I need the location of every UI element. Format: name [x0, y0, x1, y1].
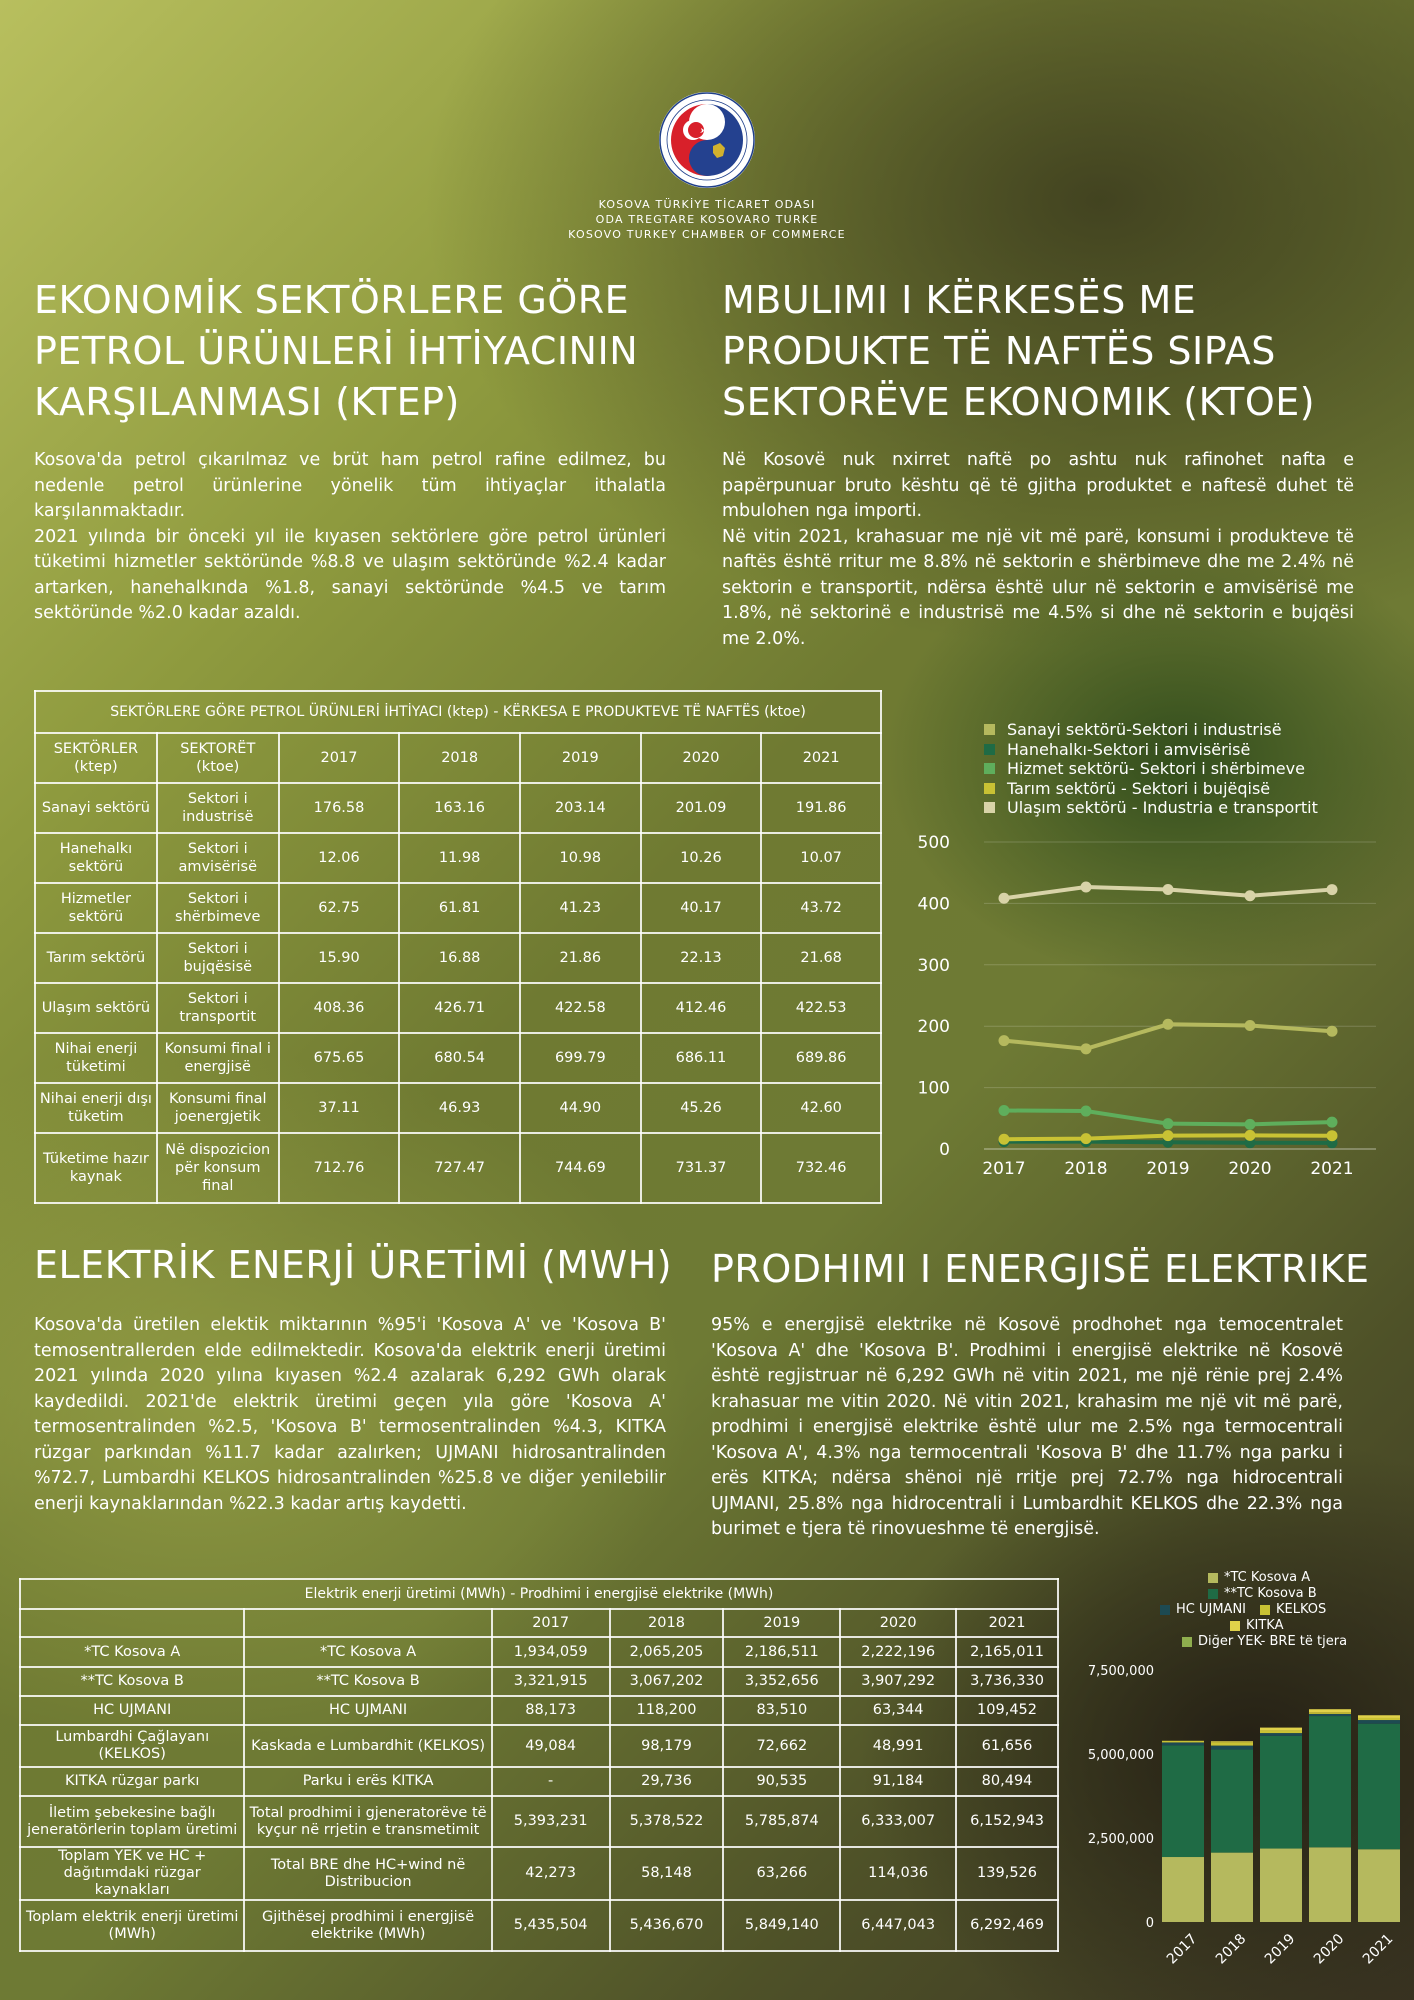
table-row-label: Hizmetler sektörü	[35, 883, 157, 933]
table-cell: 29,736	[610, 1767, 724, 1796]
legend-swatch	[1160, 1605, 1170, 1615]
legend-row	[1160, 1634, 1400, 1650]
table-row-label: KITKA rüzgar parkı	[20, 1767, 244, 1796]
section2-paragraph-tr	[34, 1313, 666, 1517]
data-point	[1245, 1119, 1256, 1130]
table-cell: 5,393,231	[492, 1796, 610, 1847]
table-cell: 731.37	[641, 1133, 762, 1203]
table-row-label: Sektori i shërbimeve	[157, 883, 279, 933]
x-tick-label: 2020	[1228, 1159, 1272, 1179]
bar-segment	[1358, 1720, 1400, 1724]
table-row	[35, 933, 881, 983]
table-row	[20, 1847, 1058, 1900]
table-header-row	[20, 1609, 1058, 1637]
legend-item	[984, 798, 1318, 818]
table-row-label: İletim şebekesine bağlı jeneratörlerin toplam üretimi	[20, 1796, 244, 1847]
legend-item	[984, 779, 1318, 799]
paragraph-text: 2021 yılında bir önceki yıl ile kıyasen sektörlere göre petrol ürünleri tüketimi hizmetler sektöründe %8.8 ve ulaşım sektöründe %2.4 kadar artarken, hanehalkında %1.8, sanayi sektöründe %4.5 ve tarım sektöründe %2.0 kadar azaldı.	[34, 526, 666, 623]
y-tick-label: 2,500,000	[1087, 1832, 1154, 1847]
table-cell: 422.53	[761, 983, 881, 1033]
legend-row	[1160, 1618, 1400, 1634]
data-point	[1163, 1130, 1174, 1141]
legend-swatch	[1208, 1589, 1218, 1599]
table-row	[35, 783, 881, 833]
legend-item	[984, 720, 1318, 740]
bar-segment	[1211, 1741, 1253, 1742]
table-cell: 139,526	[956, 1847, 1058, 1900]
table-cell: 2,186,511	[723, 1637, 840, 1667]
table-row-label: Parku i erës KITKA	[244, 1767, 491, 1796]
section1-title-tr	[34, 275, 694, 428]
table-row-label: Lumbardhi Çağlayanı (KELKOS)	[20, 1725, 244, 1767]
y-tick-label: 400	[917, 894, 950, 915]
data-point	[1081, 1133, 1092, 1144]
table-cell: 5,849,140	[723, 1900, 840, 1951]
table-row-label: Total prodhimi i gjeneratorëve të kyçur në rrjetin e transmetimit	[244, 1796, 491, 1847]
legend-label: Hanehalkı-Sektori i amvisërisë	[1007, 739, 1251, 759]
table-row-label: **TC Kosova B	[20, 1667, 244, 1696]
y-tick-label: 500	[917, 833, 950, 853]
table-row-label: Kaskada e Lumbardhit (KELKOS)	[244, 1725, 491, 1767]
table-row-label: HC UJMANI	[244, 1696, 491, 1725]
org-name-en: KOSOVO TURKEY CHAMBER OF COMMERCE	[568, 228, 846, 241]
table-row-label: Total BRE dhe HC+wind në Distribucion	[244, 1847, 491, 1900]
table-row	[20, 1767, 1058, 1796]
chamber-logo-emblem	[657, 90, 757, 190]
table-header-cell: 2021	[956, 1609, 1058, 1637]
table-cell: -	[492, 1767, 610, 1796]
bar-segment	[1211, 1746, 1253, 1750]
table-cell: 3,321,915	[492, 1667, 610, 1696]
chamber-logo	[657, 90, 757, 190]
legend-label: Tarım sektörü - Sektori i bujëqisë	[1007, 778, 1271, 798]
bar-segment	[1309, 1709, 1351, 1712]
electricity-bar-chart	[1070, 1660, 1400, 1980]
table-cell: 90,535	[723, 1767, 840, 1796]
table-cell: 426.71	[399, 983, 520, 1033]
table-cell: 10.07	[761, 833, 881, 883]
table-cell: 191.86	[761, 783, 881, 833]
data-point	[1163, 884, 1174, 895]
table-cell: 727.47	[399, 1133, 520, 1203]
table-cell: 41.23	[520, 883, 641, 933]
bar-segment	[1162, 1857, 1204, 1922]
legend-label: Diğer YEK- BRE të tjera	[1198, 1634, 1348, 1649]
org-name-sq: ODA TREGTARE KOSOVARO TURKE	[595, 213, 819, 226]
section2-paragraph-sq	[711, 1313, 1343, 1543]
table-cell: 2,065,205	[610, 1637, 724, 1667]
data-point	[1163, 1118, 1174, 1129]
table-row-label: Në dispozicion për konsum final	[157, 1133, 279, 1203]
table-row-label: Toplam elektrik enerji üretimi (MWh)	[20, 1900, 244, 1951]
table-caption: SEKTÖRLERE GÖRE PETROL ÜRÜNLERİ İHTİYACI (ktep) - KËRKESA E PRODUKTEVE TË NAFTËS (ktoe)	[35, 691, 881, 733]
data-point	[999, 893, 1010, 904]
table-cell: 203.14	[520, 783, 641, 833]
bar-segment	[1309, 1716, 1351, 1847]
table-cell: 43.72	[761, 883, 881, 933]
table-header-cell: 2021	[761, 733, 881, 783]
table-cell: 72,662	[723, 1725, 840, 1767]
table-cell: 176.58	[279, 783, 400, 833]
bar-chart-legend	[1160, 1570, 1400, 1650]
table-cell: 61.81	[399, 883, 520, 933]
table-cell: 44.90	[520, 1083, 641, 1133]
table-cell: 45.26	[641, 1083, 762, 1133]
table-cell: 37.11	[279, 1083, 400, 1133]
table-cell: 201.09	[641, 783, 762, 833]
bar-segment	[1260, 1849, 1302, 1922]
table-header-cell: 2019	[520, 733, 641, 783]
table-cell: 5,436,670	[610, 1900, 724, 1951]
table-cell: 98,179	[610, 1725, 724, 1767]
bar-segment	[1211, 1742, 1253, 1745]
table-cell: 5,785,874	[723, 1796, 840, 1847]
data-point	[1245, 1020, 1256, 1031]
table-cell: 744.69	[520, 1133, 641, 1203]
bar-segment	[1358, 1849, 1400, 1922]
table-row-label: Tarım sektörü	[35, 933, 157, 983]
table-cell: 46.93	[399, 1083, 520, 1133]
table-row	[20, 1725, 1058, 1767]
legend-item	[1260, 1602, 1326, 1618]
table-cell: 6,152,943	[956, 1796, 1058, 1847]
legend-label: Sanayi sektörü-Sektori i industrisë	[1007, 720, 1282, 739]
x-tick-label: 2019	[1146, 1159, 1190, 1179]
y-tick-label: 0	[939, 1140, 950, 1160]
bar-segment	[1358, 1718, 1400, 1720]
bar-segment	[1211, 1750, 1253, 1853]
table-cell: 21.68	[761, 933, 881, 983]
table-row-label: HC UJMANI	[20, 1696, 244, 1725]
table-cell: 699.79	[520, 1033, 641, 1083]
x-tick-label: 2018	[1212, 1930, 1250, 1968]
section1-title-sq	[722, 275, 1382, 428]
table-cell: 412.46	[641, 983, 762, 1033]
table-row-label: Toplam YEK ve HC + dağıtımdaki rüzgar kaynakları	[20, 1847, 244, 1900]
table-cell: 83,510	[723, 1696, 840, 1725]
table-cell: 6,447,043	[840, 1900, 956, 1951]
table-cell: 10.98	[520, 833, 641, 883]
bar-segment	[1260, 1733, 1302, 1736]
table-row	[35, 983, 881, 1033]
table-cell: 62.75	[279, 883, 400, 933]
paragraph-text: 95% e energjisë elektrike në Kosovë prodhohet nga temocentralet 'Kosova A' dhe 'Kosova B'. Prodhimi i energjisë elektrike në Kosovë është regjistruar në 6,292 GWh në vitin 2021, me një rënie prej 2.4% krahasuar me vitin 2020. Në vitin 2021, krahasim me një vit më parë, prodhimi i energjisë elektrike është ulur me 2.5% nga termocentrali 'Kosova A', 4.3% nga termocentrali 'Kosova B' dhe 11.7% nga parku i erës KITKA; ndërsa shënoi një rritje prej 72.7% nga hidrocentrali UJMANI, 25.8% nga hidrocentrali i Lumbardhit KELKOS dhe 22.3% nga burimet e tjera të rinovueshme të energjisë.	[711, 1315, 1343, 1539]
table-cell: 5,435,504	[492, 1900, 610, 1951]
table-cell: 3,736,330	[956, 1667, 1058, 1696]
x-tick-label: 2021	[1310, 1159, 1354, 1179]
legend-swatch	[984, 724, 995, 735]
x-tick-label: 2017	[982, 1159, 1026, 1179]
data-point	[1245, 890, 1256, 901]
table-header-row	[35, 733, 881, 783]
data-point	[1327, 1026, 1338, 1037]
table-row-label: Sektori i amvisërisë	[157, 833, 279, 883]
bar-segment	[1162, 1745, 1204, 1857]
paragraph-text: Kosova'da petrol çıkarılmaz ve brüt ham petrol rafine edilmez, bu nedenle petrol ürünlerine yönelik tüm ihtiyaçlar ithalatla karşılanmaktadır.	[34, 450, 666, 521]
table-cell: 732.46	[761, 1133, 881, 1203]
table-row	[20, 1637, 1058, 1667]
data-point	[999, 1134, 1010, 1145]
table-header-cell: 2018	[399, 733, 520, 783]
legend-item	[1182, 1634, 1347, 1650]
table-row-label: **TC Kosova B	[244, 1667, 491, 1696]
bar-segment	[1162, 1741, 1204, 1743]
table-row-label: Sektori i transportit	[157, 983, 279, 1033]
legend-row	[1160, 1570, 1400, 1586]
table-row-label: Sanayi sektörü	[35, 783, 157, 833]
legend-label: HC UJMANI	[1176, 1602, 1247, 1617]
table-header-cell: SEKTÖRLER (ktep)	[35, 733, 157, 783]
bar-segment	[1309, 1714, 1351, 1716]
x-tick-label: 2018	[1064, 1159, 1108, 1179]
petroleum-line-chart	[900, 820, 1390, 1180]
paragraph-text: Në Kosovë nuk nxirret naftë po ashtu nuk rafinohet nafta e papërpunuar bruto kështu që të gjitha produktet e naftesë duhet të mbulohen nga importi.	[722, 450, 1354, 521]
table-cell: 3,907,292	[840, 1667, 956, 1696]
table-row-label: Tüketime hazır kaynak	[35, 1133, 157, 1203]
table-cell: 686.11	[641, 1033, 762, 1083]
paragraph-text: Në vitin 2021, krahasuar me një vit më parë, konsumi i produkteve të naftës është rritur me 8.8% në sektorin e shërbimeve dhe me 2.4% në sektorin e transportit, ndërsa është ulur në sektorin e amvisërisë me 1.8%, në sektorinë e industrisë me 4.5% si dhe në sektorin e bujqësi me 2.0%.	[722, 526, 1354, 649]
bar-segment	[1358, 1715, 1400, 1718]
table-cell: 16.88	[399, 933, 520, 983]
y-tick-label: 5,000,000	[1087, 1748, 1154, 1763]
table-row-label: Sektori i industrisë	[157, 783, 279, 833]
table-header-cell: 2020	[840, 1609, 956, 1637]
table-caption: Elektrik enerji üretimi (MWh) - Prodhimi i energjisë elektrike (MWh)	[20, 1579, 1058, 1609]
table-cell: 10.26	[641, 833, 762, 883]
data-point	[1081, 1106, 1092, 1117]
legend-item	[1208, 1586, 1317, 1602]
table-row-label: Nihai enerji dışı tüketim	[35, 1083, 157, 1133]
y-tick-label: 300	[917, 955, 950, 976]
table-cell: 12.06	[279, 833, 400, 883]
section1-paragraph-tr	[34, 448, 666, 627]
table-header-cell	[20, 1609, 244, 1637]
table-row	[35, 1133, 881, 1203]
data-point	[1327, 884, 1338, 895]
table-cell: 3,352,656	[723, 1667, 840, 1696]
legend-item	[984, 759, 1318, 779]
table-cell: 6,292,469	[956, 1900, 1058, 1951]
legend-label: Hizmet sektörü- Sektori i shërbimeve	[1007, 759, 1305, 778]
table-row-label: *TC Kosova A	[244, 1637, 491, 1667]
data-point	[1327, 1117, 1338, 1128]
y-tick-label: 200	[917, 1017, 950, 1038]
org-name-tr: KOSOVA TÜRKİYE TİCARET ODASI	[598, 198, 816, 211]
table-cell: 58,148	[610, 1847, 724, 1900]
table-cell: 63,344	[840, 1696, 956, 1725]
legend-swatch	[984, 763, 995, 774]
table-cell: 114,036	[840, 1847, 956, 1900]
legend-item	[1160, 1602, 1246, 1618]
table-cell: 61,656	[956, 1725, 1058, 1767]
table-cell: 163.16	[399, 783, 520, 833]
table-cell: 22.13	[641, 933, 762, 983]
table-cell: 49,084	[492, 1725, 610, 1767]
table-cell: 689.86	[761, 1033, 881, 1083]
legend-row	[1160, 1602, 1400, 1618]
title-line: MBULIMI I KËRKESËS ME	[722, 278, 1197, 322]
data-point	[1081, 1043, 1092, 1054]
section1-paragraph-sq	[722, 448, 1354, 652]
table-cell: 712.76	[279, 1133, 400, 1203]
legend-swatch	[1230, 1621, 1240, 1631]
table-cell: 11.98	[399, 833, 520, 883]
bar-segment	[1260, 1731, 1302, 1733]
x-tick-label: 2017	[1163, 1930, 1201, 1968]
legend-row	[1160, 1586, 1400, 1602]
table-cell: 109,452	[956, 1696, 1058, 1725]
table-row	[20, 1796, 1058, 1847]
petroleum-demand-table	[34, 690, 882, 1204]
table-cell: 88,173	[492, 1696, 610, 1725]
table-cell: 42,273	[492, 1847, 610, 1900]
table-row	[20, 1667, 1058, 1696]
legend-label: KITKA	[1246, 1618, 1284, 1633]
table-row	[35, 833, 881, 883]
data-point	[1163, 1019, 1174, 1030]
electricity-production-table	[19, 1578, 1059, 1952]
title-line: SEKTORËVE EKONOMIK (KTOE)	[722, 380, 1316, 424]
table-header-cell: 2019	[723, 1609, 840, 1637]
table-row-label: Nihai enerji tüketimi	[35, 1033, 157, 1083]
x-tick-label: 2021	[1359, 1930, 1397, 1968]
data-point	[1245, 1130, 1256, 1141]
table-cell: 42.60	[761, 1083, 881, 1133]
title-line: KARŞILANMASI (KTEP)	[34, 380, 460, 424]
section2-title-sq: PRODHIMI I ENERGJISË ELEKTRIKE	[711, 1247, 1370, 1291]
title-line: PRODUKTE TË NAFTËS SIPAS	[722, 329, 1276, 373]
table-row-label: Konsumi final joenergjetik	[157, 1083, 279, 1133]
table-row	[35, 1033, 881, 1083]
table-cell: 48,991	[840, 1725, 956, 1767]
table-row-label: Konsumi final i energjisë	[157, 1033, 279, 1083]
table-header-cell: 2020	[641, 733, 762, 783]
data-point	[1081, 882, 1092, 893]
bar-segment	[1260, 1728, 1302, 1731]
bar-segment	[1358, 1724, 1400, 1850]
table-row-label: *TC Kosova A	[20, 1637, 244, 1667]
legend-label: KELKOS	[1276, 1602, 1327, 1617]
legend-item	[1230, 1618, 1284, 1634]
table-cell: 5,378,522	[610, 1796, 724, 1847]
data-point	[999, 1105, 1010, 1116]
legend-swatch	[984, 744, 995, 755]
data-point	[999, 1035, 1010, 1046]
table-row	[20, 1900, 1058, 1951]
table-row-label: Hanehalkı sektörü	[35, 833, 157, 883]
table-cell: 63,266	[723, 1847, 840, 1900]
table-row	[20, 1696, 1058, 1725]
legend-swatch	[1182, 1637, 1192, 1647]
legend-label: **TC Kosova B	[1224, 1586, 1317, 1601]
table-header-cell: 2017	[492, 1609, 610, 1637]
bar-segment	[1309, 1712, 1351, 1714]
table-cell: 91,184	[840, 1767, 956, 1796]
table-cell: 21.86	[520, 933, 641, 983]
table-cell: 6,333,007	[840, 1796, 956, 1847]
y-tick-label: 0	[1145, 1916, 1154, 1931]
table-cell: 2,165,011	[956, 1637, 1058, 1667]
table-header-cell: SEKTORËT (ktoe)	[157, 733, 279, 783]
table-header-cell: 2017	[279, 733, 400, 783]
legend-item	[1208, 1570, 1310, 1586]
section2-title-tr: ELEKTRİK ENERJİ ÜRETİMİ (MWH)	[34, 1243, 673, 1287]
line-chart-legend	[984, 720, 1318, 818]
title-line: PETROL ÜRÜNLERİ İHTİYACININ	[34, 329, 639, 373]
x-tick-label: 2020	[1310, 1930, 1348, 1968]
table-row-label: Ulaşım sektörü	[35, 983, 157, 1033]
bar-segment	[1309, 1847, 1351, 1922]
table-row-label: Gjithësej prodhimi i energjisë elektrike (MWh)	[244, 1900, 491, 1951]
legend-label: Ulaşım sektörü - Industria e transportit	[1007, 798, 1318, 817]
bar-segment	[1162, 1742, 1204, 1745]
paragraph-text: Kosova'da üretilen elektik miktarının %95'i 'Kosova A' ve 'Kosova B' temosentrallerden elde edilmektedir. Kosova'da elektrik enerji üretimi 2021 yılında 2020 yılına kıyasen %2.4 azalarak 6,292 GWh olarak kaydedildi. 2021'de elektrik üretimi geçen yıla göre 'Kosova A' termosentralinden %2.5, 'Kosova B' termosentralinden %4.3, KITKA rüzgar parkından %11.7 kadar azalırken; UJMANI hidrosantralinden %72.7, Lumbardhi KELKOS hidrosantralinden %25.8 ve diğer yenilebilir enerji kaynaklarından %22.3 kadar artış kaydetti.	[34, 1315, 666, 1514]
table-row	[35, 883, 881, 933]
table-cell: 15.90	[279, 933, 400, 983]
y-tick-label: 7,500,000	[1087, 1664, 1154, 1679]
table-cell: 3,067,202	[610, 1667, 724, 1696]
table-header-cell: 2018	[610, 1609, 724, 1637]
table-cell: 408.36	[279, 983, 400, 1033]
table-cell: 40.17	[641, 883, 762, 933]
bar-segment	[1211, 1853, 1253, 1922]
legend-swatch	[1208, 1573, 1218, 1583]
table-row	[35, 1083, 881, 1133]
y-tick-label: 100	[917, 1078, 950, 1099]
bar-segment	[1260, 1736, 1302, 1849]
legend-item	[984, 740, 1318, 760]
legend-swatch	[984, 802, 995, 813]
table-row-label: Sektori i bujqësisë	[157, 933, 279, 983]
table-cell: 422.58	[520, 983, 641, 1033]
legend-swatch	[984, 783, 995, 794]
data-point	[1327, 1130, 1338, 1141]
legend-swatch	[1260, 1605, 1270, 1615]
title-line: EKONOMİK SEKTÖRLERE GÖRE	[34, 278, 630, 322]
table-cell: 1,934,059	[492, 1637, 610, 1667]
legend-label: *TC Kosova A	[1224, 1570, 1311, 1585]
x-tick-label: 2019	[1261, 1930, 1299, 1968]
table-header-cell	[244, 1609, 491, 1637]
table-cell: 80,494	[956, 1767, 1058, 1796]
table-cell: 2,222,196	[840, 1637, 956, 1667]
table-cell: 680.54	[399, 1033, 520, 1083]
table-cell: 675.65	[279, 1033, 400, 1083]
table-cell: 118,200	[610, 1696, 724, 1725]
